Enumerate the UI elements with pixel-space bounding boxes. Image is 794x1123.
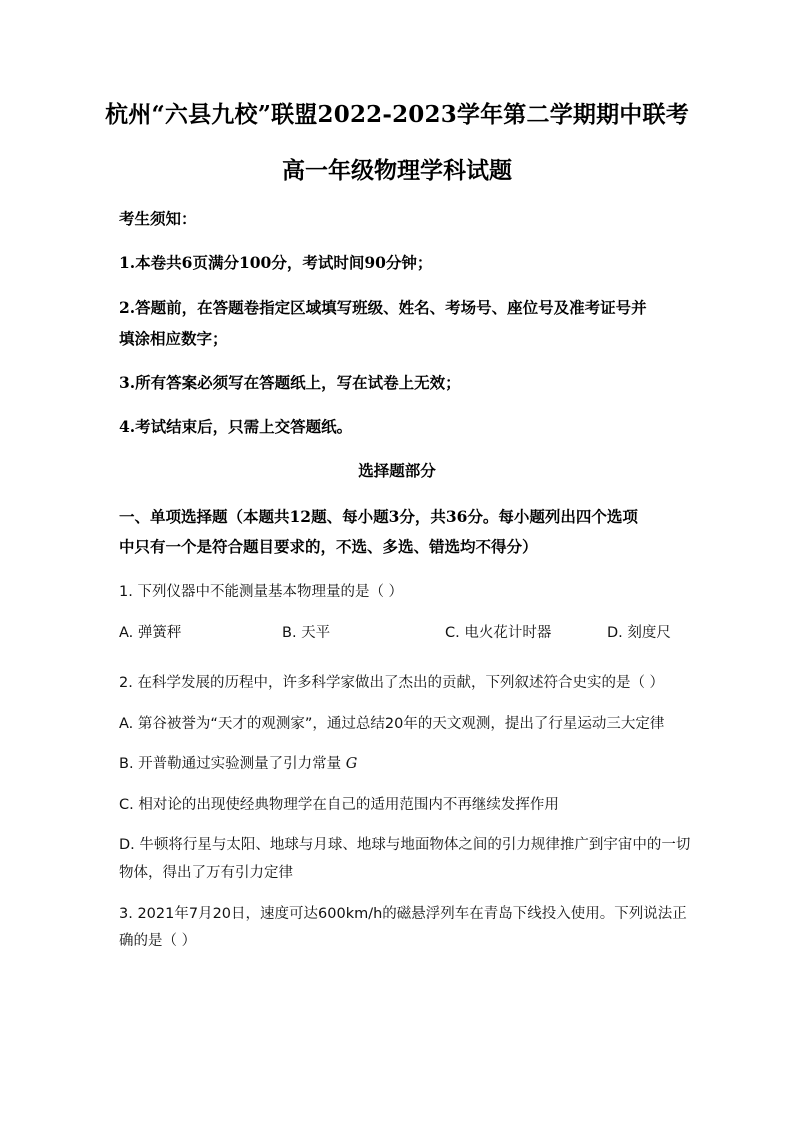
exam-title-line1: 杭州“六县九校”联盟2022-2023学年第二学期期中联考 bbox=[105, 101, 689, 128]
question-1-stem: 1. 下列仪器中不能测量基本物理量的是（ ） bbox=[119, 584, 404, 600]
gravitational-constant-symbol: G bbox=[345, 756, 358, 772]
notice-item-1: 1.本卷共6页满分100分，考试时间90分钟； bbox=[119, 253, 433, 272]
question-2-option-b bbox=[119, 752, 357, 773]
question-3-stem-line2: 确的是（ ） bbox=[119, 933, 197, 949]
part1-instructions-line1: 一、单项选择题（本题共12题、每小题3分，共36分。每小题列出四个选项 bbox=[119, 507, 638, 526]
notice-heading: 考生须知： bbox=[119, 209, 197, 228]
part1-instructions-line2: 中只有一个是符合题目要求的，不选、多选、错选均不得分） bbox=[119, 537, 538, 556]
question-1-option-b: B. 天平 bbox=[282, 625, 331, 641]
notice-item-4: 4.考试结束后，只需上交答题纸。 bbox=[119, 417, 353, 436]
question-2-option-c: C. 相对论的出现使经典物理学在自己的适用范围内不再继续发挥作用 bbox=[119, 797, 559, 813]
question-2-option-a: A. 第谷被誉为“天才的观测家”，通过总结20年的天文观测，提出了行星运动三大定律 bbox=[119, 716, 665, 732]
question-3-stem-line1: 3. 2021年7月20日，速度可达600km/h的磁悬浮列车在青岛下线投入使用。下列说法正 bbox=[119, 906, 687, 922]
question-1-option-d: D. 刻度尺 bbox=[607, 625, 671, 641]
question-2-option-d: D. 牛顿将行星与太阳、地球与月球、地球与地面物体之间的引力规律推广到宇宙中的一切 bbox=[119, 837, 691, 853]
question-2-option-b-text: B. 开普勒通过实验测量了引力常量 bbox=[119, 756, 342, 772]
notice-item-2: 2.答题前，在答题卷指定区域填写班级、姓名、考场号、座位号及准考证号并 bbox=[119, 298, 647, 317]
notice-item-3: 3.所有答案必须写在答题纸上，写在试卷上无效； bbox=[119, 373, 461, 392]
exam-title-line2: 高一年级物理学科试题 bbox=[282, 157, 512, 184]
question-1-option-a: A. 弹簧秤 bbox=[119, 625, 182, 641]
section-title: 选择题部分 bbox=[358, 461, 436, 480]
question-1-option-c: C. 电火花计时器 bbox=[445, 625, 552, 641]
question-2-option-d-cont: 物体，得出了万有引力定律 bbox=[119, 865, 293, 881]
question-2-stem: 2. 在科学发展的历程中，许多科学家做出了杰出的贡献，下列叙述符合史实的是（ ） bbox=[119, 675, 665, 691]
notice-item-2-cont: 填涂相应数字； bbox=[119, 329, 228, 348]
